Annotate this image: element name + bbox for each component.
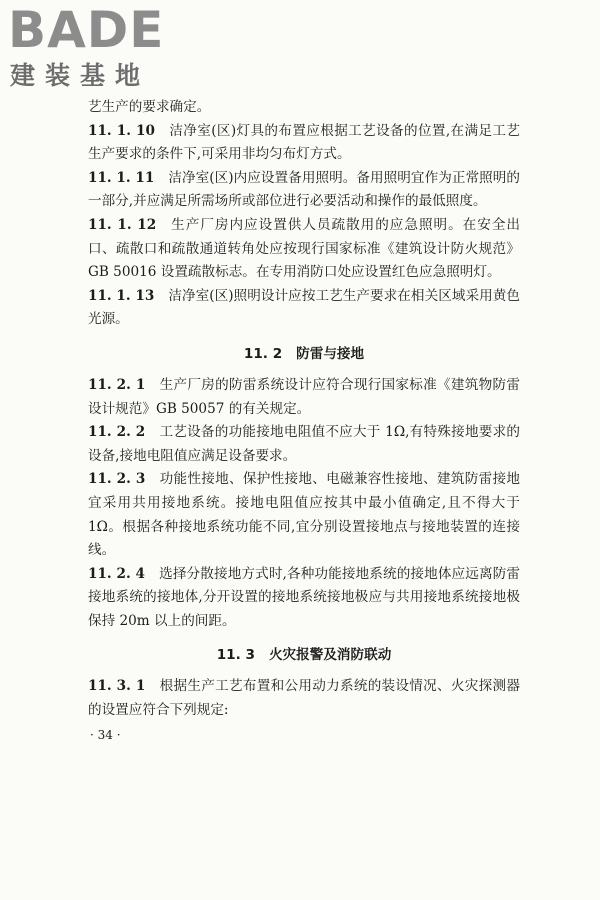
clause-text: 功能性接地、保护性接地、电磁兼容性接地、建筑防雷接地宜采用共用接地系统。接地电阻值应按其中最小值确定,且不得大于 1Ω。根据各种接地系统功能不同,宜分别设置接地点与接地装置的连接线。 — [88, 471, 521, 559]
section-heading-11-3 — [88, 643, 520, 667]
document-body — [88, 96, 520, 745]
clause-number: 11. 2. 2 — [88, 424, 146, 441]
clause-number: 11. 1. 11 — [88, 169, 155, 186]
clause-11-1-11 — [88, 167, 520, 214]
clause-11-1-10 — [88, 120, 520, 167]
bade-logo — [6, 1, 181, 90]
logo-subtitle: 建装基地 — [10, 61, 151, 90]
clause-text: 根据生产工艺布置和公用动力系统的装设情况、火灾探测器的设置应符合下列规定: — [88, 678, 521, 719]
clause-number: 11. 1. 10 — [88, 122, 155, 139]
clause-text: 工艺设备的功能接地电阻值不应大于 1Ω,有特殊接地要求的设备,接地电阻值应满足设备要求。 — [88, 424, 521, 464]
clause-11-2-3 — [88, 468, 520, 562]
clause-text: 洁净室(区)照明设计应按工艺生产要求在相关区域采用黄色光源。 — [88, 287, 520, 328]
section-title: 火灾报警及消防联动 — [268, 647, 392, 664]
section-number: 11. 2 — [243, 345, 283, 362]
clause-11-2-1 — [88, 374, 520, 421]
clause-text: 选择分散接地方式时,各种功能接地系统的接地体应远离防雷接地系统的接地体,分开设置的接地系统接地极应与共用接地系统接地极保持 20m 以上的间距。 — [88, 565, 521, 629]
clause-number: 11. 3. 1 — [88, 678, 146, 695]
clause-text: 生产厂房内应设置供人员疏散用的应急照明。在安全出口、疏散口和疏散通道转角处应按现行国家标准《建筑设计防火规范》GB 50016 设置疏散标志。在专用消防口处应设置红色应急照明灯。 — [88, 216, 520, 281]
clause-text: 生产厂房的防雷系统设计应符合现行国家标准《建筑物防雷设计规范》GB 50057 的有关规定。 — [88, 376, 521, 417]
clause-11-1-12 — [88, 214, 520, 285]
section-heading-11-2 — [88, 342, 520, 366]
clause-text: 洁净室(区)内应设置备用照明。备用照明宜作为正常照明的一部分,并应满足所需场所或部位进行必要活动和操作的最低照度。 — [88, 169, 520, 210]
clause-11-1-13 — [88, 285, 520, 332]
section-number: 11. 3 — [216, 647, 255, 664]
clause-11-2-4 — [88, 563, 520, 634]
paragraph-continuation — [88, 96, 520, 120]
section-title: 防雷与接地 — [296, 345, 365, 362]
clause-text: 洁净室(区)灯具的布置应根据工艺设备的位置,在满足工艺生产要求的条件下,可采用非均匀布灯方式。 — [88, 122, 520, 163]
page-number: · 34 · — [90, 727, 121, 742]
clause-number: 11. 1. 12 — [88, 216, 157, 233]
clause-number: 11. 2. 1 — [88, 376, 146, 393]
clause-number: 11. 1. 13 — [88, 287, 155, 304]
clause-number: 11. 2. 3 — [88, 471, 146, 488]
logo-wordmark: BADE — [8, 1, 165, 59]
clause-11-3-1 — [88, 675, 520, 722]
clause-number: 11. 2. 4 — [88, 565, 146, 582]
clause-11-2-2 — [88, 421, 520, 468]
paragraph-text: 艺生产的要求确定。 — [88, 99, 211, 115]
